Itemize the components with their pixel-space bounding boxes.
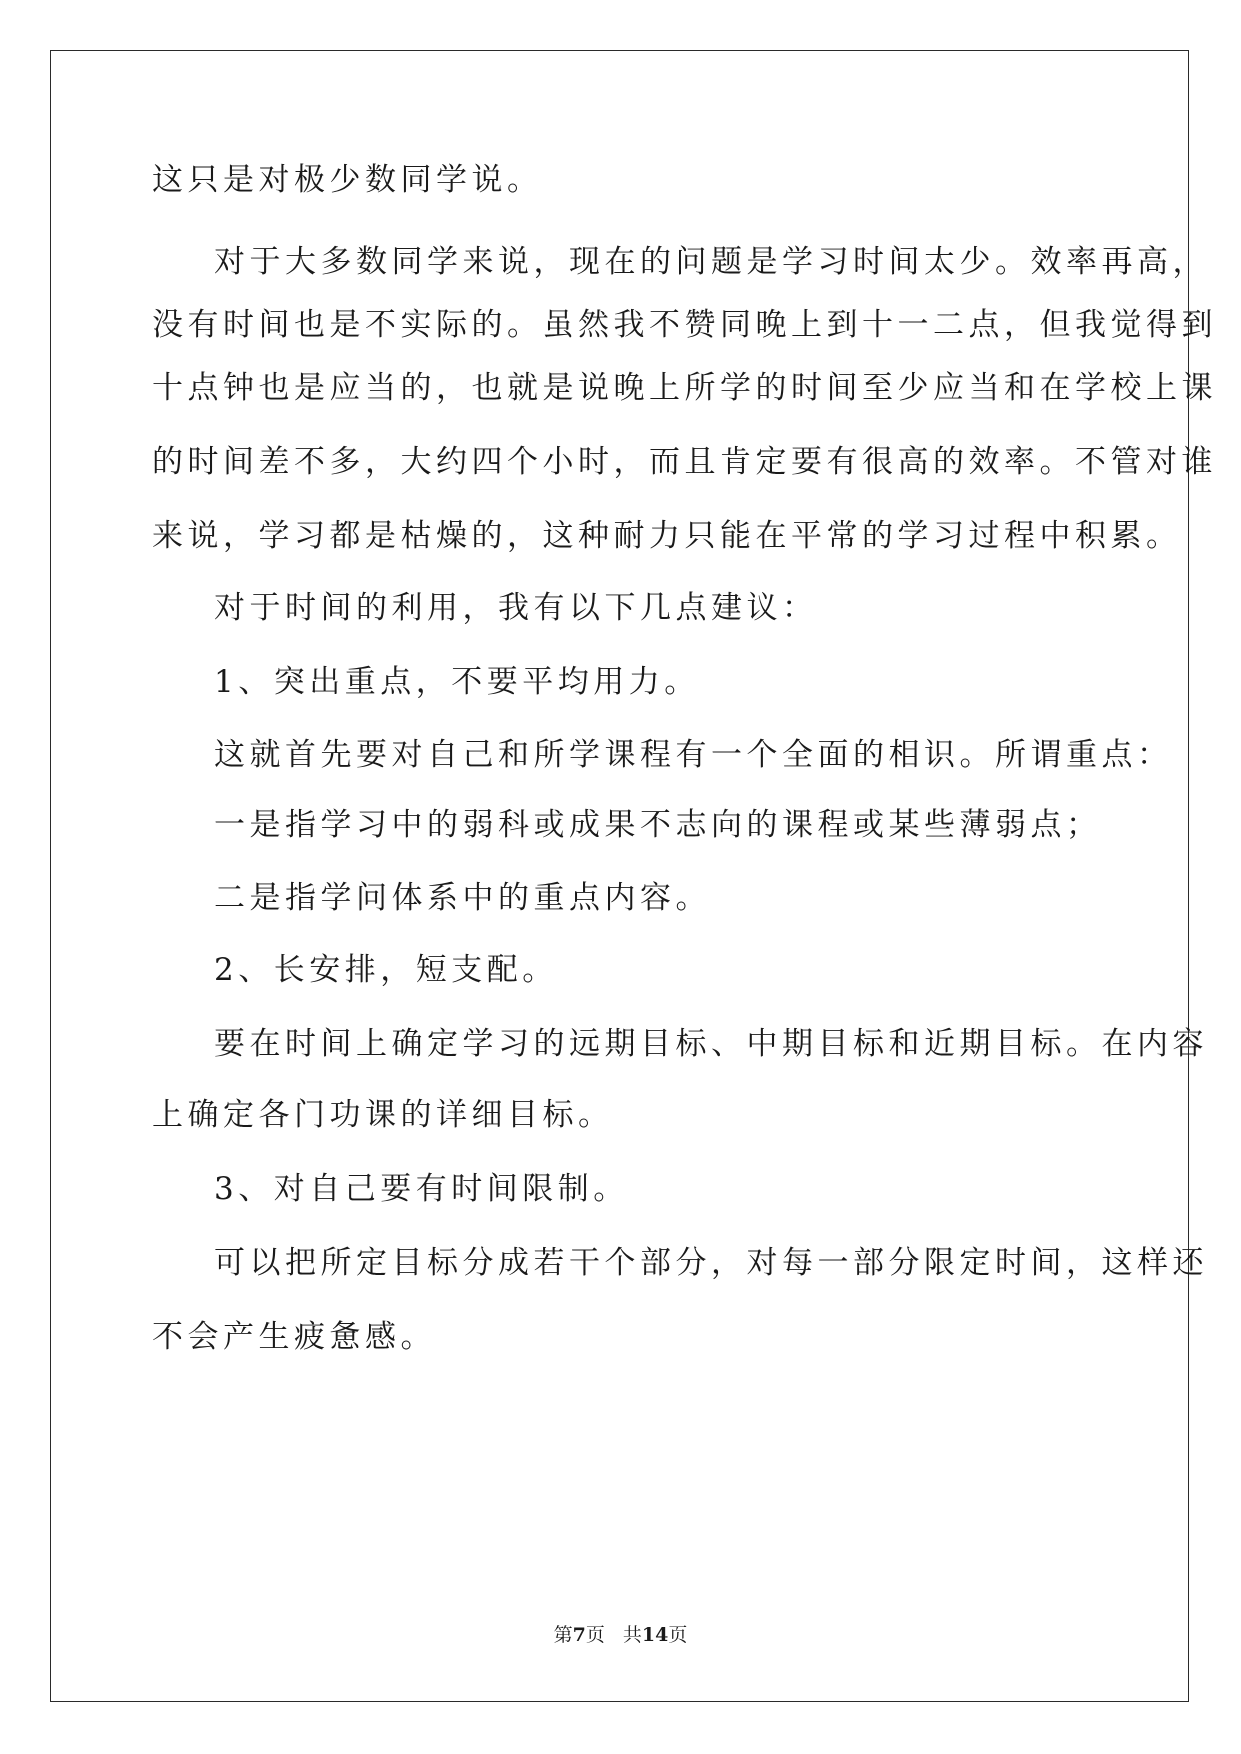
page-label-suffix: 页 (585, 1624, 605, 1646)
total-label-prefix: 共 (622, 1624, 642, 1646)
paragraph-line: 要在时间上确定学习的远期目标、中期目标和近期目标。在内容 (214, 1026, 1208, 1062)
paragraph-line: 1、突出重点，不要平均用力。 (214, 664, 700, 700)
paragraph-line: 来说，学习都是枯燥的，这种耐力只能在平常的学习过程中积累。 (152, 518, 1182, 554)
page-footer (0, 1623, 1241, 1647)
paragraph-line: 对于大多数同学来说，现在的问题是学习时间太少。效率再高， (214, 244, 1208, 280)
paragraph-line: 二是指学问体系中的重点内容。 (214, 880, 711, 916)
total-label-suffix: 页 (668, 1624, 688, 1646)
paragraph-line: 上确定各门功课的详细目标。 (152, 1097, 614, 1133)
page-number: 7 (572, 1624, 586, 1646)
paragraph-line: 的时间差不多，大约四个小时，而且肯定要有很高的效率。不管对谁 (152, 444, 1217, 480)
paragraph-line: 一是指学习中的弱科或成果不志向的课程或某些薄弱点； (214, 807, 1102, 843)
paragraph-line: 3、对自己要有时间限制。 (214, 1171, 629, 1207)
paragraph-line: 不会产生疲惫感。 (152, 1319, 436, 1355)
page-label-prefix: 第 (553, 1624, 573, 1646)
paragraph-line: 没有时间也是不实际的。虽然我不赞同晚上到十一二点，但我觉得到 (152, 307, 1217, 343)
total-pages: 14 (641, 1624, 669, 1646)
paragraph-line: 对于时间的利用，我有以下几点建议： (214, 590, 818, 626)
paragraph-line: 这就首先要对自己和所学课程有一个全面的相识。所谓重点： (214, 737, 1173, 773)
paragraph-line: 2、长安排，短支配。 (214, 952, 558, 988)
paragraph-line: 这只是对极少数同学说。 (152, 162, 543, 198)
page-border (50, 50, 1189, 1702)
paragraph-line: 可以把所定目标分成若干个部分，对每一部分限定时间，这样还 (214, 1245, 1208, 1281)
paragraph-line: 十点钟也是应当的，也就是说晚上所学的时间至少应当和在学校上课 (152, 370, 1217, 406)
